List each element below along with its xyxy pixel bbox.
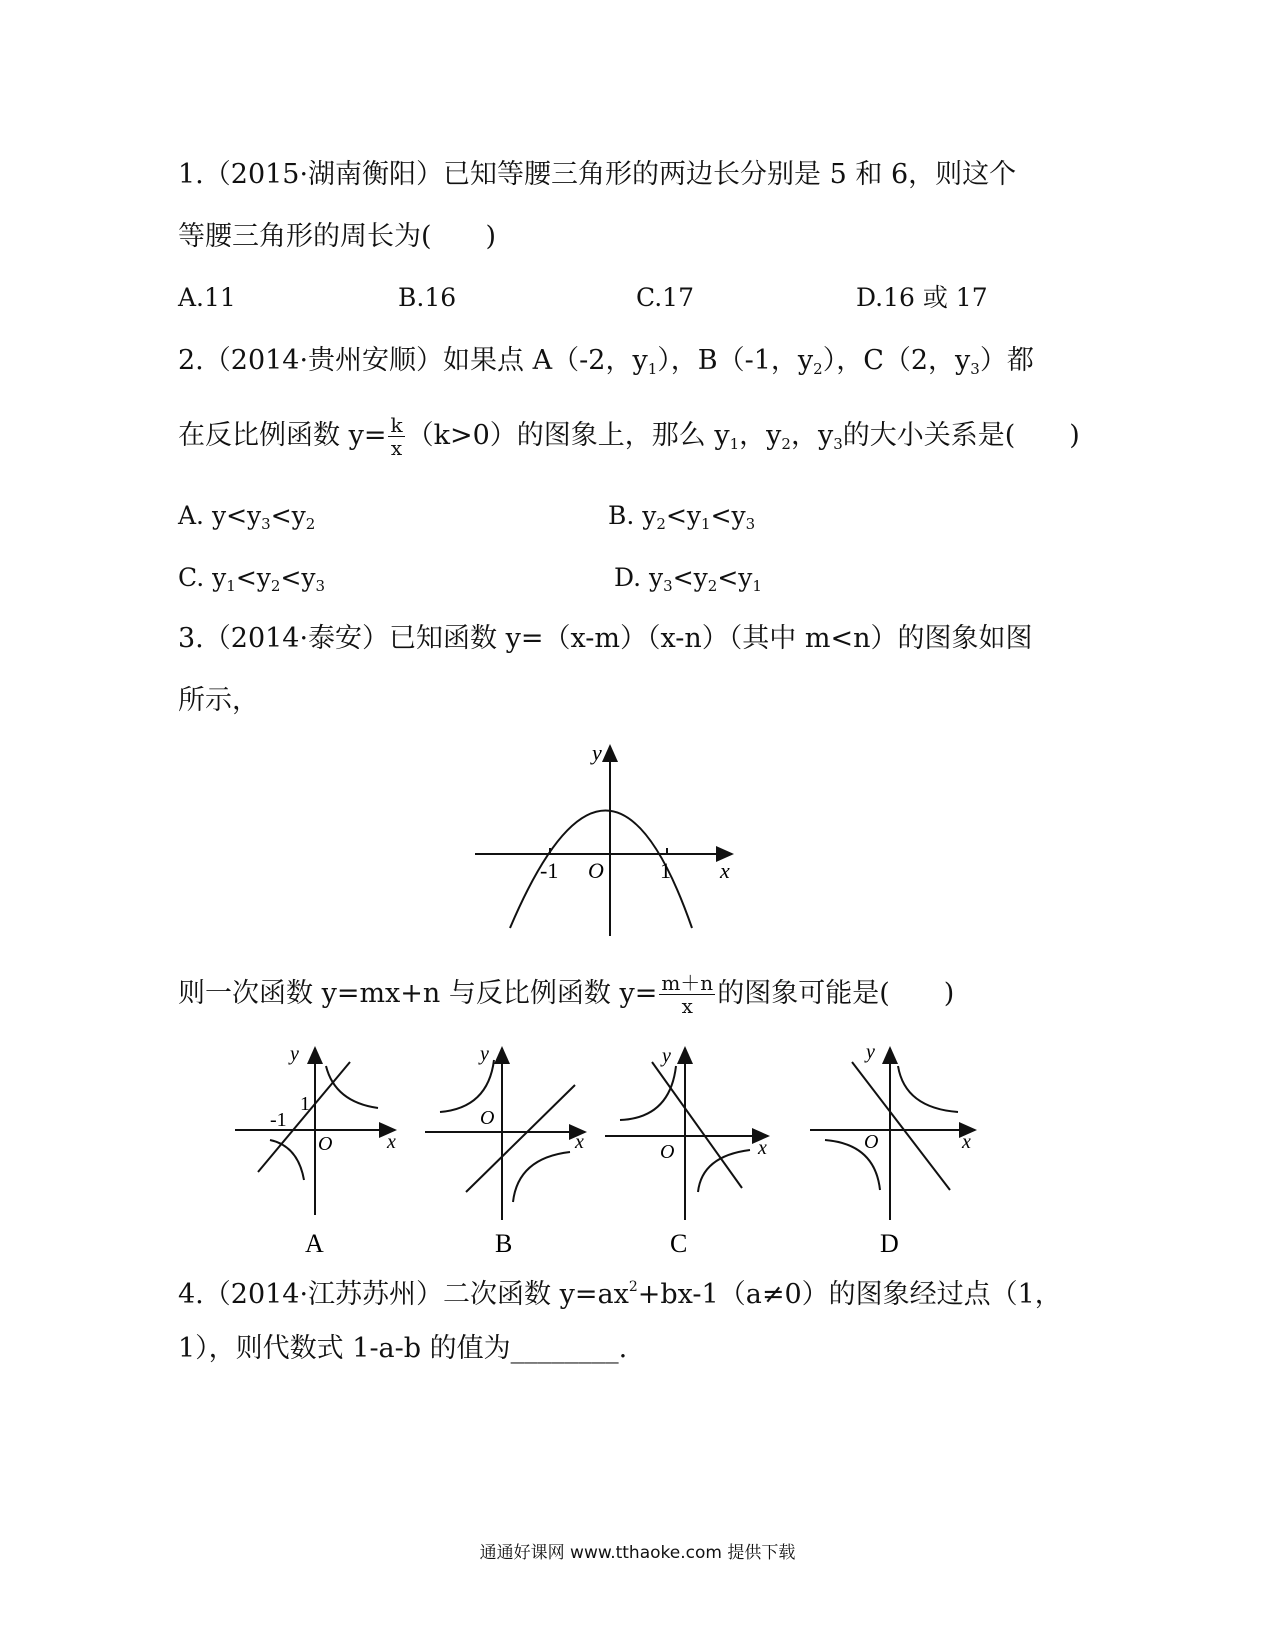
page-footer: 通通好课网 www.tthaoke.com 提供下载: [479, 1543, 796, 1563]
q1-option-b: B.16: [398, 283, 457, 312]
hyperbola-b-upper: [440, 1060, 494, 1112]
line-b: [466, 1085, 575, 1192]
q2-option-d: D. $y_3<y_2<y_1$: [614, 563, 762, 595]
q2-option-c: C. $y_1<y_2<y_3$: [178, 563, 326, 595]
fraction-mn-over-x: $\frac{m+n}{x}$: [661, 971, 714, 1018]
svg-text:y: y: [480, 1043, 489, 1065]
svg-text:x: x: [387, 1131, 396, 1153]
q1-option-d: D.16 或 17: [856, 283, 988, 312]
pos1-label: 1: [660, 858, 671, 883]
line-d: [852, 1062, 950, 1190]
choice-graph-a: [235, 1043, 396, 1258]
q4-line2: 1），则代数式 1-a-b 的值为________.: [178, 1333, 628, 1364]
hyperbola-a-lower: [270, 1140, 304, 1180]
choice-label-b: B: [495, 1229, 513, 1258]
origin-label: O: [588, 858, 604, 883]
q1-line2: 等腰三角形的周长为( ): [178, 221, 497, 252]
svg-text:y: y: [662, 1045, 671, 1067]
svg-text:O: O: [864, 1131, 879, 1153]
svg-text:y: y: [866, 1041, 875, 1063]
q1-option-a: A.11: [178, 283, 236, 312]
hyperbola-a-upper: [326, 1066, 378, 1108]
q4-line1: 4.（2014·江苏苏州）二次函数 $y=ax^2+bx-1(a\ne 0)$的图象经过点（1，: [178, 1279, 1062, 1310]
svg-text:x: x: [575, 1131, 584, 1153]
svg-text:O: O: [660, 1141, 675, 1163]
choice-graph-b: [425, 1043, 585, 1258]
hyperbola-b-lower: [513, 1152, 570, 1202]
q1-option-c: C.17: [636, 283, 694, 312]
svg-text:O: O: [318, 1133, 333, 1155]
choice-label-c: C: [670, 1229, 688, 1258]
neg1-label: -1: [540, 858, 559, 883]
line-c: [652, 1062, 742, 1188]
choice-label-d: D: [880, 1229, 899, 1258]
q3-line2: 所示，: [178, 685, 259, 716]
x-axis-label: x: [720, 858, 730, 883]
svg-text:x: x: [962, 1131, 971, 1153]
choice-graph-d: [810, 1041, 975, 1258]
choice-graphs: [230, 1040, 990, 1260]
svg-text:-1: -1: [270, 1109, 287, 1131]
svg-text:O: O: [480, 1107, 495, 1129]
q2-line2: 在反比例函数 y= $\frac{k}{x}$ （k>0）的图象上，那么 $y_1$，$y_2$，$y_3$的大小关系是( ): [178, 413, 1080, 460]
q1-line1: 1.（2015·湖南衡阳）已知等腰三角形的两边长分别是 5 和 6，则这个: [178, 159, 1017, 190]
choice-graph-c: [605, 1045, 768, 1258]
svg-text:1: 1: [300, 1093, 310, 1115]
svg-text:y: y: [290, 1043, 299, 1065]
q3-line3: 则一次函数 y=mx+n 与反比例函数 y= $\frac{m+n}{x}$ 的图象可能是( ): [178, 971, 955, 1018]
hyperbola-c-upper: [620, 1066, 676, 1120]
q2-option-b: B. $y_2<y_1<y_3$: [608, 501, 756, 533]
parabola-graph: [470, 738, 740, 938]
q2-line1: 2.（2014·贵州安顺）如果点 A（-2，$y_1$），B（-1，$y_2$），C（2，$y_3$）都: [178, 345, 1034, 378]
hyperbola-d-upper: [898, 1066, 958, 1112]
choice-label-a: A: [305, 1229, 324, 1258]
q3-line1: 3.（2014·泰安）已知函数 y=（x-m）（x-n）（其中 m<n）的图象如图: [178, 623, 1033, 654]
q2-option-a: A. $y<y_3<y_2$: [178, 501, 316, 533]
svg-text:x: x: [758, 1137, 767, 1159]
fraction-k-over-x: $\frac{k}{x}$: [390, 413, 403, 460]
y-axis-label: y: [592, 740, 602, 765]
hyperbola-c-lower: [698, 1150, 750, 1192]
